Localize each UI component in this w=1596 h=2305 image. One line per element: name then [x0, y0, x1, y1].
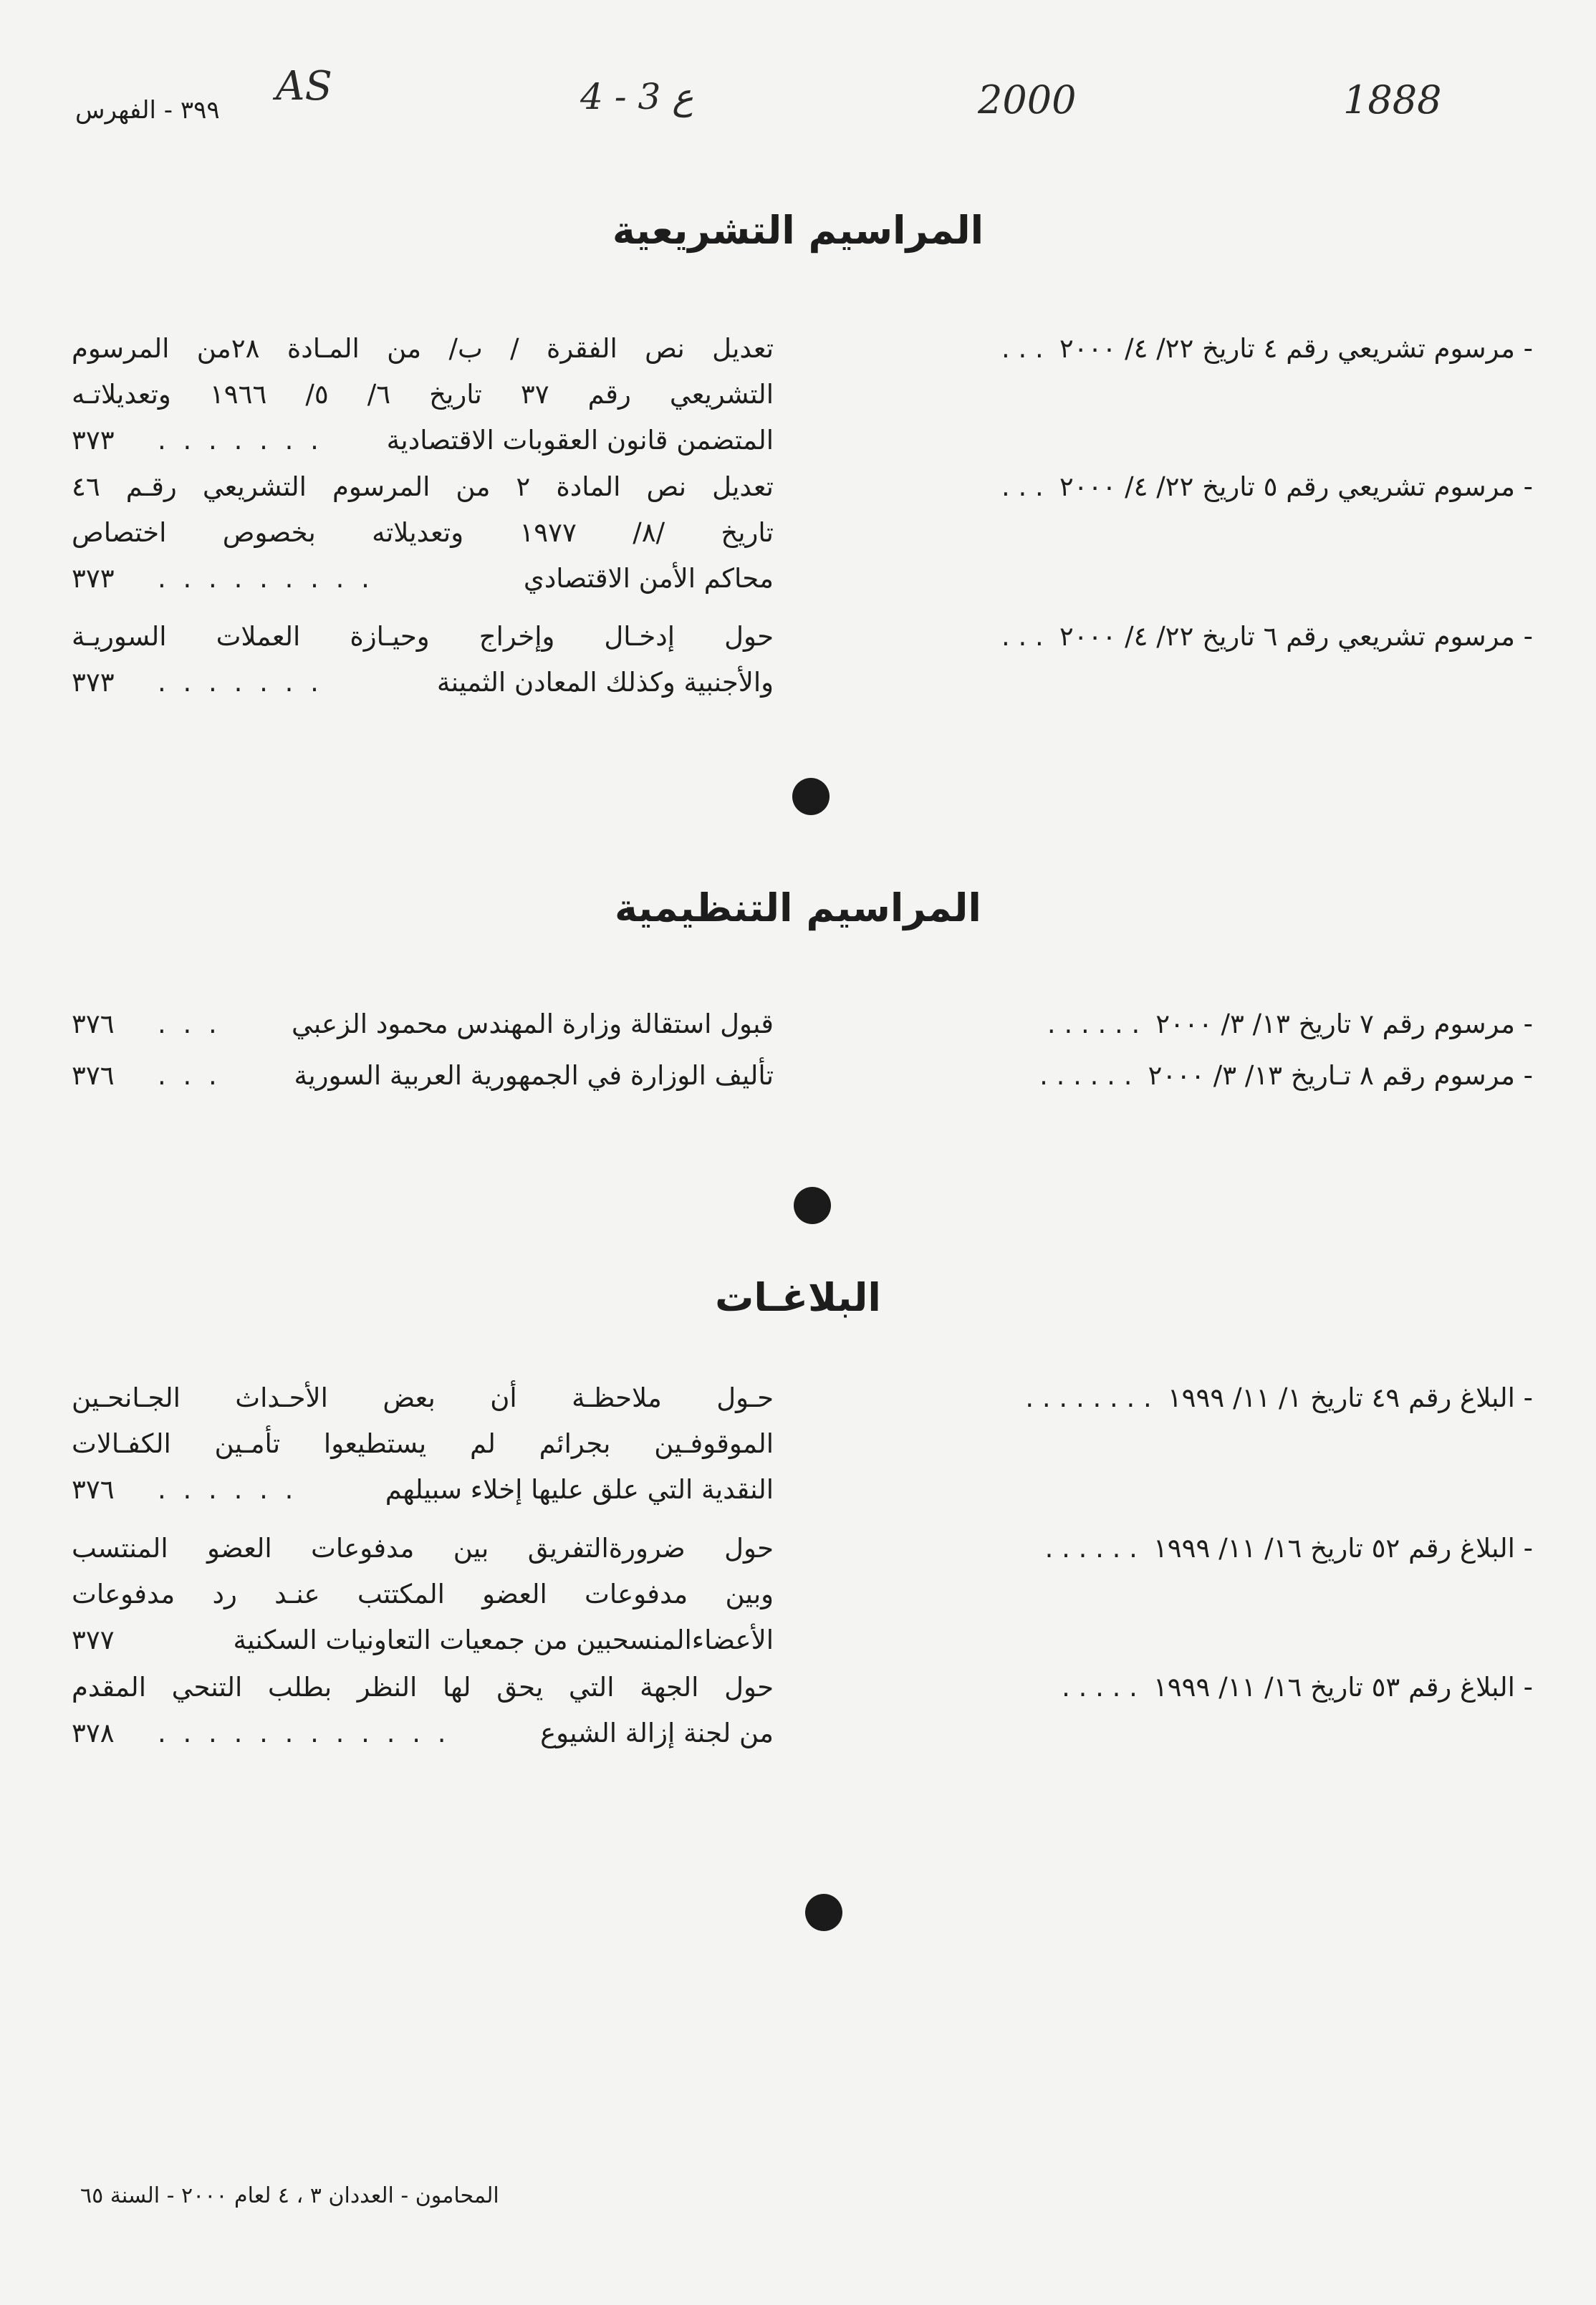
entry-page-number: ٣٧٣	[72, 425, 115, 456]
entry-page-number: ٣٧٦	[72, 1474, 115, 1505]
entry-page-number: ٣٧٦	[72, 1009, 115, 1039]
entry-description-line: تاريخ /٨/ ١٩٧٧ وتعديلاته بخصوص اختصاص	[72, 517, 774, 548]
entry-page-number: ٣٧٣	[72, 563, 115, 594]
entry-item: - مرسوم رقم ٧ تاريخ ١٣/ ٣/ ٢٠٠٠. . . . . .	[1047, 1009, 1533, 1039]
handwritten-note-year: 2000	[978, 77, 1077, 122]
section-title-legislative-decrees: المراسيم التشريعية	[612, 208, 984, 253]
section-separator-bullet	[792, 778, 830, 815]
entry-page-number: ٣٧٨	[72, 1718, 115, 1748]
entry-description-line: تأليف الوزارة في الجمهورية العربية السورية	[294, 1060, 774, 1091]
section-separator-bullet	[794, 1187, 831, 1224]
entry-item: - البلاغ رقم ٥٣ تاريخ ١٦/ ١١/ ١٩٩٩. . . . .	[1062, 1672, 1533, 1703]
section-title-circulars: البلاغـات	[715, 1275, 881, 1320]
section-separator-bullet	[805, 1894, 842, 1931]
entry-description-line: حول إدخـال وإخراج وحيـازة العملات السوريـة	[72, 621, 774, 652]
entry-description-line: تعديل نص المادة ٢ من المرسوم التشريعي رقـم ٤٦	[72, 471, 774, 502]
entry-description-line: المتضمن قانون العقوبات الاقتصادية	[386, 425, 774, 456]
entry-description-line: التشريعي رقم ٣٧ تاريخ ٦/ ٥/ ١٩٦٦ وتعديلاتـه	[72, 379, 774, 410]
entry-description-line: تعديل نص الفقرة / ب/ من المـادة ٢٨من المرسوم	[72, 333, 774, 364]
entry-description-line: حول الجهة التي يحق لها النظر بطلب التنحي المقدم	[72, 1672, 774, 1703]
page-footer: المحامون - العددان ٣ ، ٤ لعام ٢٠٠٠ - السنة ٦٥	[80, 2183, 499, 2208]
entry-description-line: وبين مدفوعات العضو المكتتب عنـد رد مدفوعات	[72, 1579, 774, 1609]
entry-item: - مرسوم رقم ٨ تـاريخ ١٣/ ٣/ ٢٠٠٠. . . . . .	[1039, 1060, 1533, 1091]
entry-description-line: قبول استقالة وزارة المهندس محمود الزعبي	[292, 1009, 774, 1039]
entry-item: - البلاغ رقم ٤٩ تاريخ ١/ ١١/ ١٩٩٩. . . . . . . .	[1025, 1382, 1533, 1413]
entry-description-line: حول ضرورةالتفريق بين مدفوعات العضو المنتسب	[72, 1533, 774, 1564]
entry-item: - مرسوم تشريعي رقم ٦ تاريخ ٢٢/ ٤/ ٢٠٠٠. . .	[1001, 621, 1533, 652]
entry-description-line: من لجنة إزالة الشيوع	[540, 1718, 774, 1748]
handwritten-note-number: 1888	[1343, 77, 1442, 122]
entry-item: - البلاغ رقم ٥٢ تاريخ ١٦/ ١١/ ١٩٩٩. . . . . .	[1044, 1533, 1533, 1564]
entry-description-line: الموقوفـين بجرائم لم يستطيعوا تأمـين الكفـالات	[72, 1428, 774, 1459]
entry-description-line: محاكم الأمن الاقتصادي	[523, 563, 774, 594]
section-title-regulatory-decrees: المراسيم التنظيمية	[615, 885, 981, 930]
entry-description-line: الأعضاءالمنسحبين من جمعيات التعاونيات السكنية	[233, 1625, 774, 1655]
running-header: ٣٩٩ - الفهرس	[75, 96, 220, 125]
entry-item: - مرسوم تشريعي رقم ٤ تاريخ ٢٢/ ٤/ ٢٠٠٠. . .	[1001, 333, 1533, 364]
entry-description-line: النقدية التي علق عليها إخلاء سبيلهم	[385, 1474, 774, 1505]
entry-page-number: ٣٧٣	[72, 667, 115, 698]
entry-item: - مرسوم تشريعي رقم ٥ تاريخ ٢٢/ ٤/ ٢٠٠٠. . .	[1001, 471, 1533, 502]
handwritten-note-reference: 4 - 3 ع	[580, 76, 694, 117]
entry-description-line: حـول ملاحظـة أن بعض الأحـداث الجـانحـين	[72, 1382, 774, 1413]
handwritten-note-initials: AS	[276, 63, 332, 110]
entry-page-number: ٣٧٧	[72, 1625, 115, 1655]
entry-page-number: ٣٧٦	[72, 1060, 115, 1091]
entry-description-line: والأجنبية وكذلك المعادن الثمينة	[436, 667, 774, 698]
